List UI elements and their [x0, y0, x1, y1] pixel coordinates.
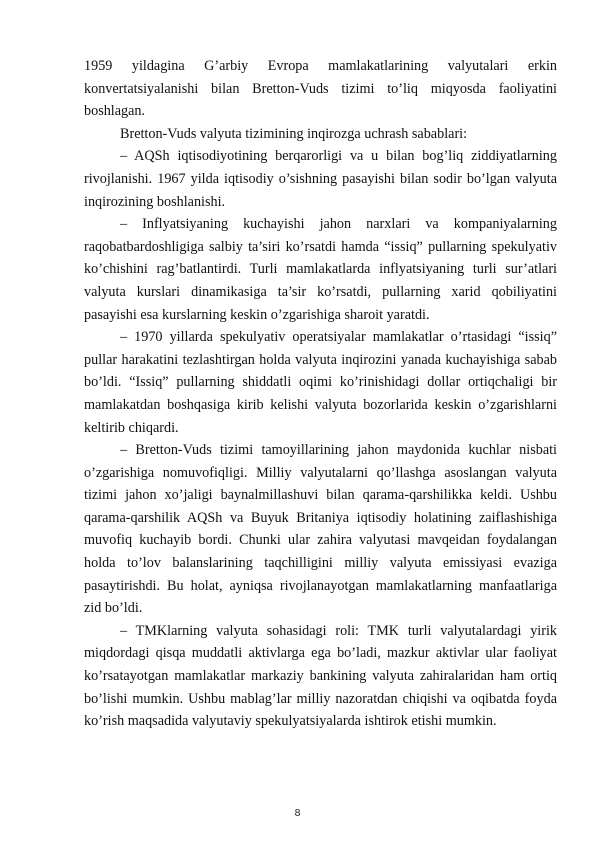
document-body: [84, 55, 557, 733]
paragraph-reason-1: – AQSh iqtisodiyotining berqarorligi va u bilan bog’liq ziddiyatlarning rivojlanishi. 1967 yilda iqtisodiy o’sishning pasayishi bilan sodir bo’lgan valyuta inqirozining boshlanishi.: [84, 148, 557, 210]
paragraph-intro: 1959 yildagina G’arbiy Evropa mamlakatlarining valyutalari erkin konvertatsiyalanishi bilan Bretton-Vuds tizimi to’liq miqyosda faoliyatini boshlagan.: [84, 58, 557, 120]
paragraph-reason-4: – Bretton-Vuds tizimi tamoyillarining jahon maydonida kuchlar nisbati o’zgarishiga nomuvofiqligi. Milliy valyutalarni qo’llashga asoslangan valyuta tizimi jahon xo’jaligi baynalmillashuvi bilan qarama-qarshilikka keldi. Ushbu qarama-qarshilik AQSh va Buyuk Britaniya iqtisodiy holatining zaiflashishiga muvofiq kuchayib bordi. Chunki ular zahira valyutasi mavqeidan foydalangan holda to’lov balanslarining taqchilligini milliy valyuta emissiyasi evaziga pasaytirishdi. Bu holat, ayniqsa rivojlanayotgan mamlakatlarning manfaatlariga zid bo’ldi.: [84, 442, 557, 617]
paragraph-reason-2: – Inflyatsiyaning kuchayishi jahon narxlari va kompaniyalarning raqobatbardoshligiga salbiy ta’siri ko’rsatdi hamda “issiq” pullarning spekulyativ ko’chishini rag’batlantirdi. Turli mamlakatlarda inflyatsiyaning turli sur’atlari valyuta kurslari dinamikasiga ta’sir ko’rsatdi, pullarning xarid qobiliyatini pasayishi esa kurslarning keskin o’zgarishiga sharoit yaratdi.: [84, 216, 557, 323]
paragraph-heading: Bretton-Vuds valyuta tizimining inqirozga uchrash sabablari:: [120, 125, 468, 142]
page-number: 8: [294, 808, 301, 819]
paragraph-reason-3: – 1970 yillarda spekulyativ operatsiyalar mamlakatlar o’rtasidagi “issiq” pullar harakatini tezlashtirgan holda valyuta inqirozini yanada kuchayishiga sabab bo’ldi. “Issiq” pullarning shiddatli oqimi ko’rinishidagi dollar ortiqchaligi bir mamlakatdan boshqasiga kirib kelishi valyuta bozorlarida keskin o’zgarishlarni keltirib chiqardi.: [84, 329, 557, 436]
paragraph-reason-5: – TMKlarning valyuta sohasidagi roli: TMK turli valyutalardagi yirik miqdordagi qisqa muddatli aktivlarga ega bo’ladi, mazkur aktivlar ular faoliyat ko’rsatayotgan mamlakatlar markaziy bankining valyuta zahiralaridan ham ortiq bo’lishi mumkin. Ushbu mablag’lar milliy nazoratdan chiqishi va oqibatda foyda ko’rish maqsadida valyutaviy spekulyatsiyalarda ishtirok etishi mumkin.: [84, 622, 557, 730]
